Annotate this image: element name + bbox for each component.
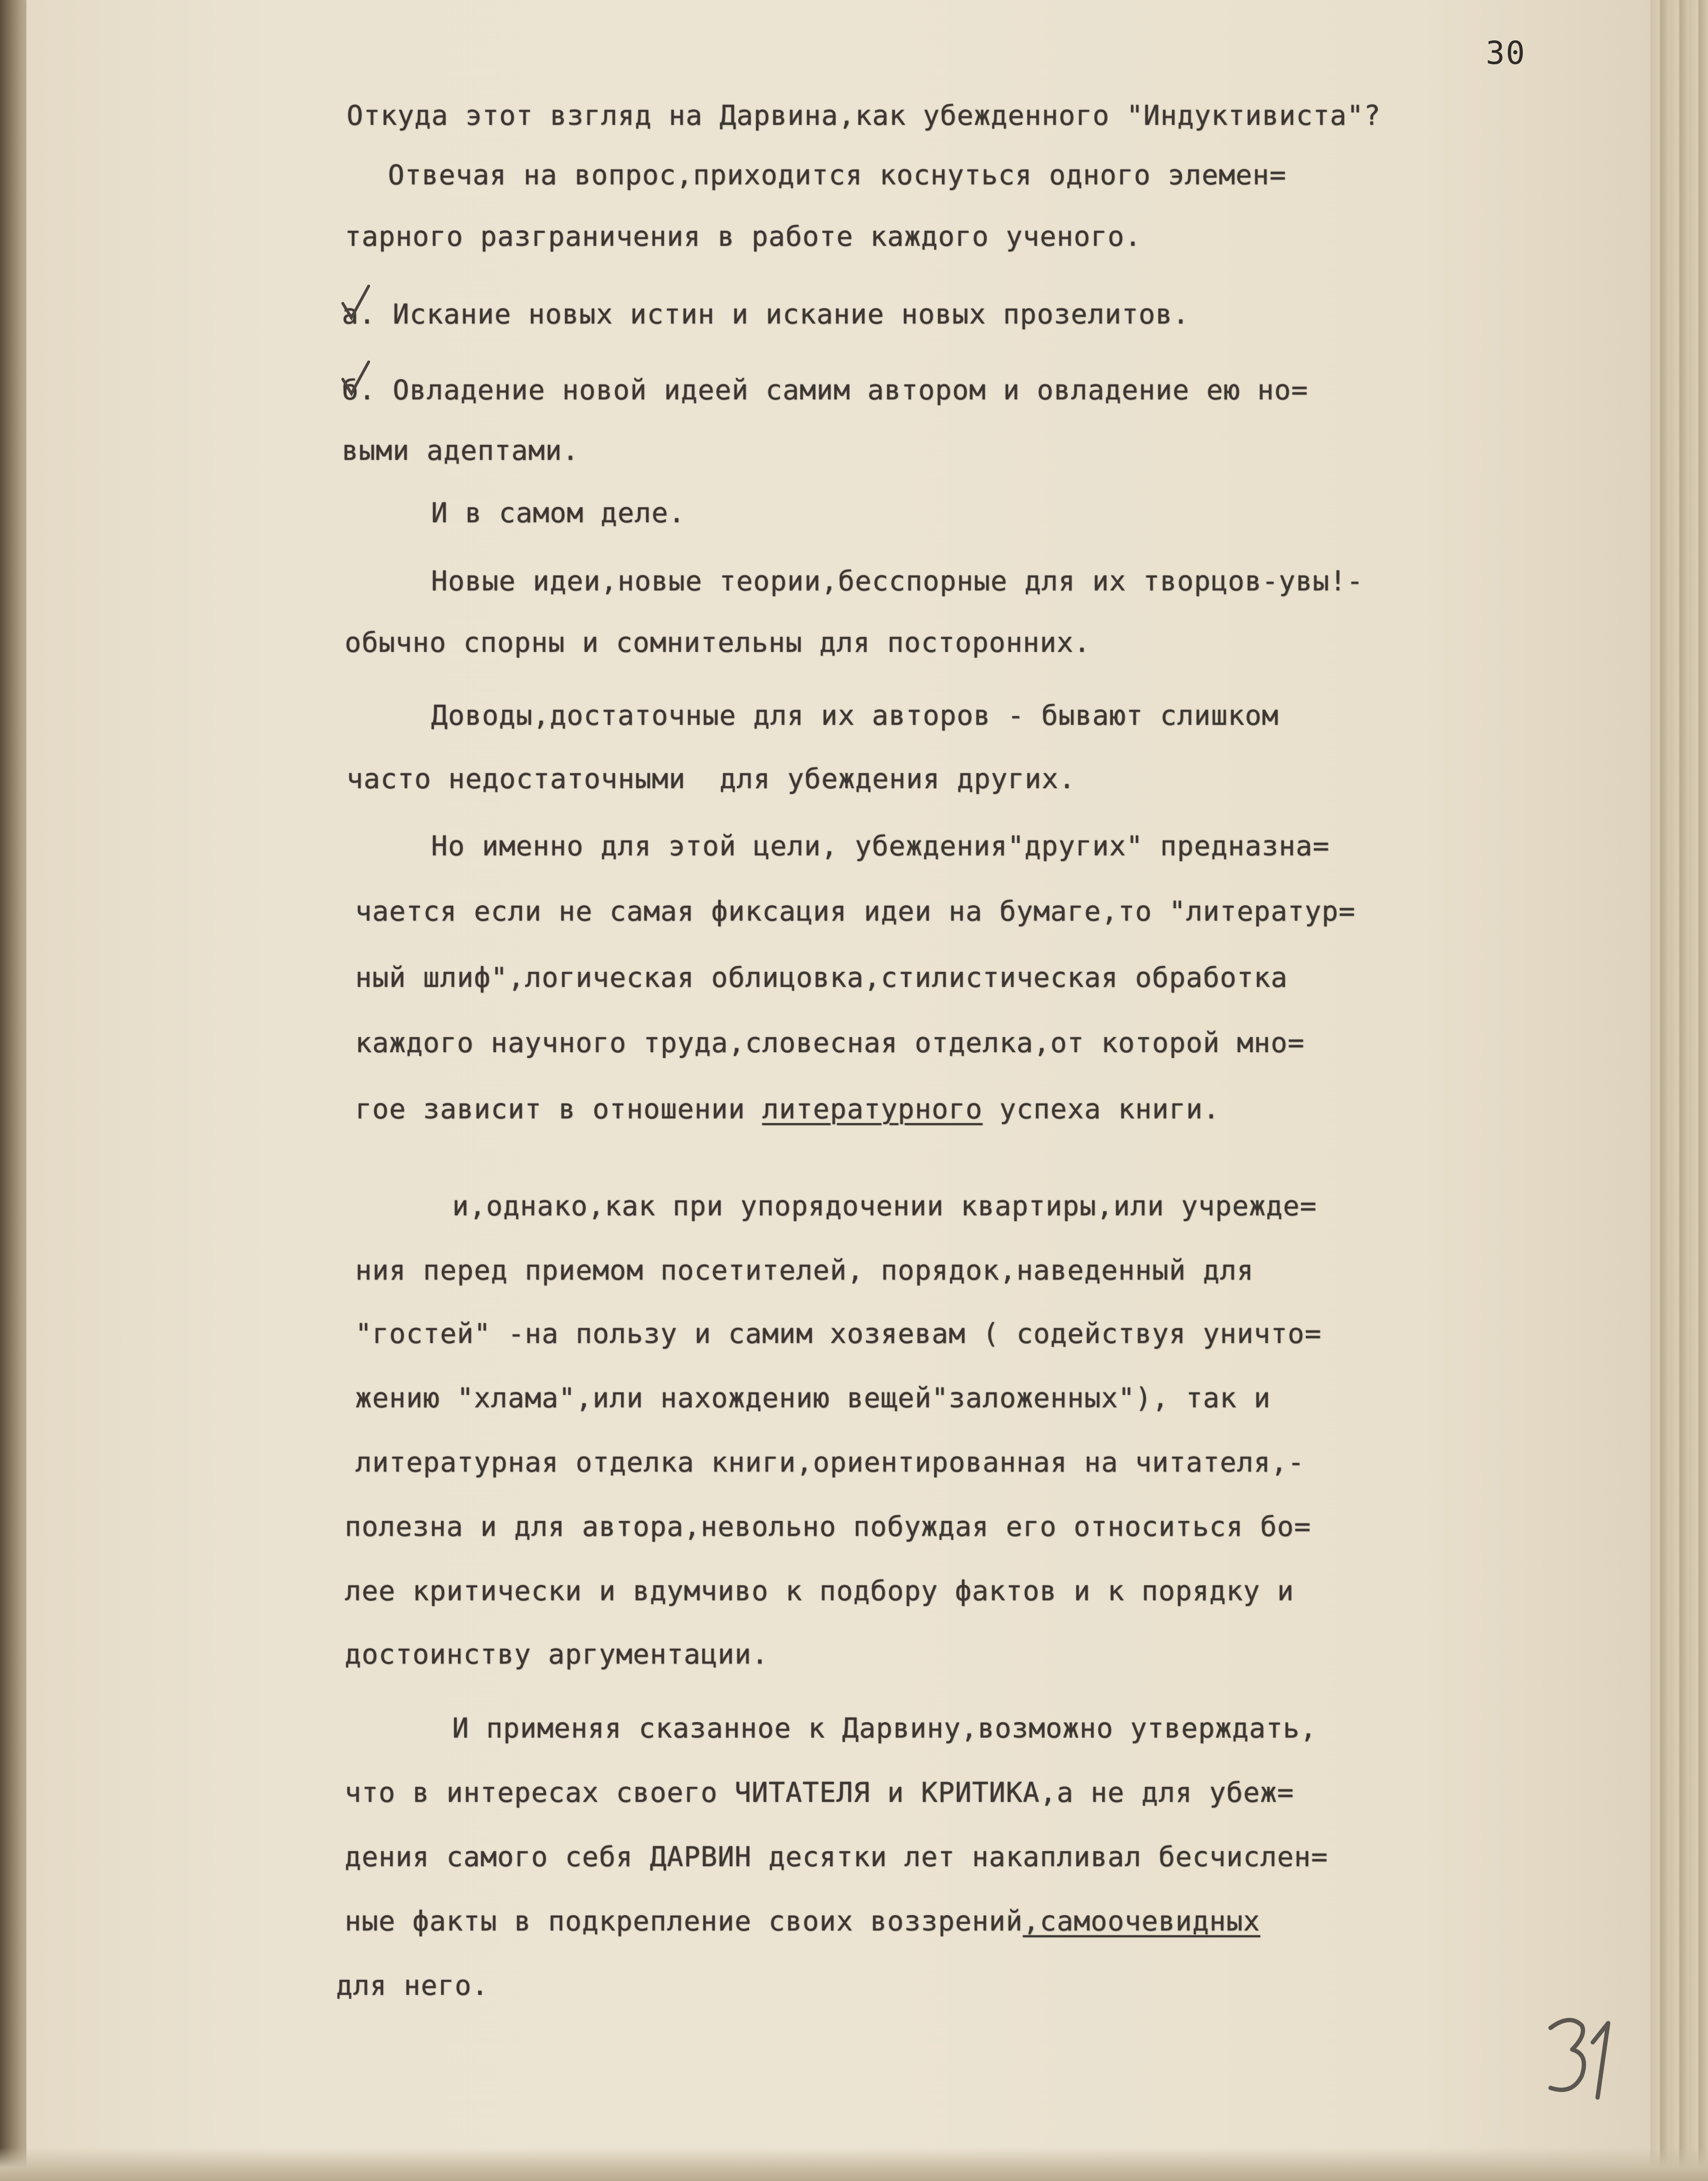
page-number: 30: [1486, 35, 1526, 72]
list-item-b: б. Овладение новой идеей самим автором и овладение ею но=: [342, 374, 1309, 406]
text-line: Новые идеи,новые теории,бесспорные для их творцов-увы!-: [431, 565, 1364, 597]
check-mark-icon: [339, 359, 373, 397]
underlined-word: ,самоочевидных: [1022, 1905, 1261, 1937]
text-line: Доводы,достаточные для их авторов - бывают слишком: [431, 700, 1279, 731]
text-line: И применяя сказанное к Дарвину,возможно утверждать,: [452, 1713, 1317, 1744]
text-segment: гое зависит в отношении: [355, 1093, 762, 1125]
text-line: достоинству аргументации.: [345, 1639, 769, 1670]
text-line: каждого научного труда,словесная отделка,от которой мно=: [355, 1027, 1305, 1059]
text-line: жению "хлама",или нахождению вещей"заложенных"), так и: [355, 1382, 1271, 1414]
binding-edge: [0, 0, 29, 2181]
text-line: литературная отделка книги,ориентированная на читателя,-: [355, 1447, 1305, 1478]
text-line: "гостей" -на пользу и самим хозяевам ( содействуя уничто=: [355, 1318, 1322, 1350]
text-line: [345, 1905, 1260, 1937]
text-line: дения самого себя ДАРВИН десятки лет накапливал бесчислен=: [345, 1841, 1328, 1873]
text-line: чается если не самая фиксация идеи на бумаге,то "литератур=: [355, 896, 1356, 927]
handwritten-page-number: [1536, 2009, 1623, 2105]
text-line: для него.: [336, 1970, 489, 2001]
text-line: [355, 1093, 1220, 1125]
stacked-pages-edge: [1650, 0, 1708, 2181]
text-line: что в интересах своего ЧИТАТЕЛЯ и КРИТИКА,а не для убеж=: [345, 1777, 1294, 1809]
text-line: лее критически и вдумчиво к подбору фактов и к порядку и: [345, 1575, 1294, 1607]
text-line: Откуда этот взгляд на Дарвина,как убежденного "Индуктивиста"?: [347, 100, 1381, 132]
text-line: обычно спорны и сомнительны для посторонних.: [345, 627, 1091, 659]
text-line: и,однако,как при упорядочении квартиры,или учрежде=: [452, 1190, 1317, 1222]
text-line: Но именно для этой цели, убеждения"других" предназна=: [431, 830, 1330, 862]
text-line: тарного разграничения в работе каждого ученого.: [345, 221, 1142, 252]
text-line: часто недостаточными для убеждения других.: [347, 763, 1076, 795]
text-line: ный шлиф",логическая облицовка,стилистическая обработка: [355, 962, 1288, 994]
text-line: выми адептами.: [342, 435, 579, 467]
text-segment: ные факты в подкрепление своих воззрений: [345, 1905, 1023, 1937]
stacked-pages-bottom: [0, 2147, 1708, 2181]
text-segment: успеха книги.: [982, 1093, 1220, 1125]
text-line: полезна и для автора,невольно побуждая его относиться бо=: [345, 1511, 1311, 1543]
text-line: Отвечая на вопрос,приходится коснуться одного элемен=: [388, 159, 1287, 191]
list-item-a: а. Искание новых истин и искание новых прозелитов.: [342, 299, 1190, 330]
text-line: ния перед приемом посетителей, порядок,наведенный для: [355, 1255, 1254, 1286]
text-line: И в самом деле.: [431, 497, 686, 529]
check-mark-icon: [339, 283, 373, 322]
underlined-word: литературного: [762, 1093, 983, 1125]
